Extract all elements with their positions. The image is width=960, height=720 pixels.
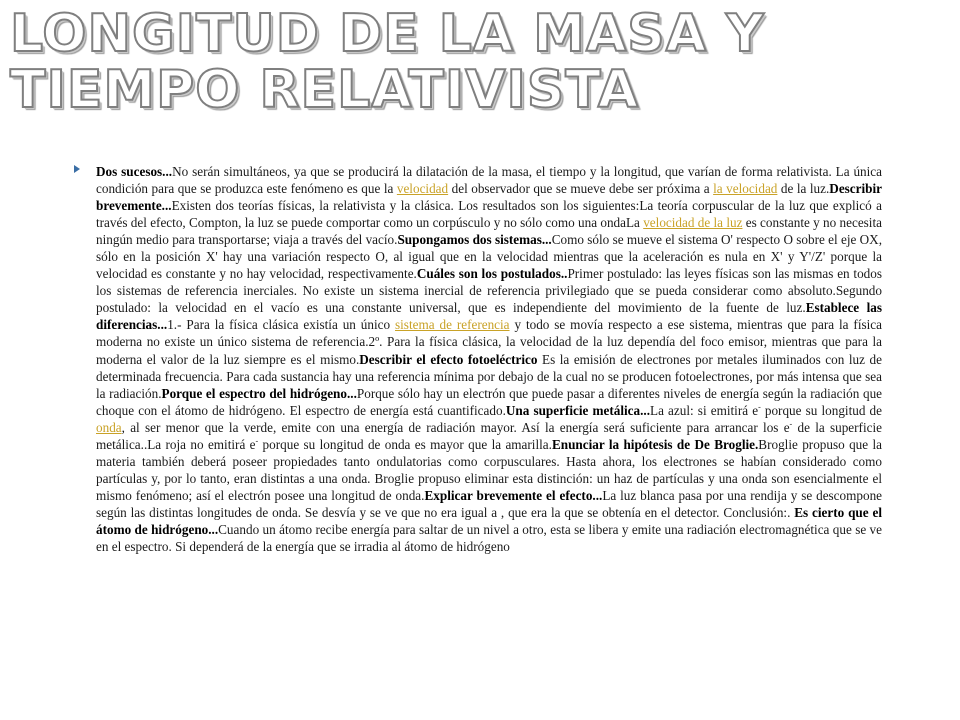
body-text: La azul: si emitirá e bbox=[650, 402, 759, 418]
body-text: Como sólo se mueve el sistema O' respecto O sobre el eje OX, sólo en la posición X' hay una variación respecto O, al igual que en la velocidad mientras que la aceleración es nula en X' y Y'/Z' porque la velocidad es constante y no hay velocidad, respectivamente. bbox=[96, 232, 882, 282]
body-text: porque su longitud de bbox=[760, 402, 882, 418]
body-text: porque su longitud de onda es mayor que la amarilla. bbox=[258, 436, 552, 452]
body-text: Es la emisión de electrones por metales iluminados con luz de determinada frecuencia. Para cada sustancia hay una referencia mínima por debajo de la cual no se producen fotoelectrones, por más intensa que sea la radiación. bbox=[96, 351, 882, 401]
superscript-minus: - bbox=[255, 436, 259, 446]
heading-supongamos: Supongamos dos sistemas... bbox=[397, 232, 552, 248]
heading-superficie-metalica: Una superficie metálica... bbox=[505, 402, 651, 418]
title-line-1: LONGITUD DE LA MASA Y bbox=[10, 4, 765, 64]
heading-explicar-efecto: Explicar brevemente el efecto... bbox=[424, 487, 603, 503]
superscript-minus: - bbox=[758, 402, 761, 412]
body-text: Cuando un átomo recibe energía para saltar de un nivel a otro, esta se libera y emite una radiación electromagnética que se ve en el espectro. Si dependerá de la energía que se irradia al átomo de hidrógeno bbox=[96, 521, 882, 555]
bullet-arrow-icon bbox=[74, 165, 80, 173]
body-paragraph bbox=[96, 163, 882, 555]
body-text: de la luz. bbox=[777, 181, 830, 197]
link-la-velocidad[interactable]: la velocidad bbox=[713, 181, 778, 197]
heading-de-broglie: Enunciar la hipótesis de De Broglie. bbox=[551, 436, 759, 452]
body-text: y todo se movía respecto a ese sistema, mientras que para la física moderna no existe un único sistema de referencia.2º. Para la física clásica, la velocidad de la luz dependía del foco emisor, mientras que para la moderna el valor de la luz siempre es el mismo. bbox=[96, 317, 882, 367]
body-text: es constante y no necesita ningún medio para transportarse; viaja a través del vacío. bbox=[96, 215, 882, 248]
body-text: de la superficie metálica..La roja no emitirá e bbox=[96, 419, 882, 452]
body-text: 1.- Para la física clásica existía un único bbox=[167, 317, 396, 333]
link-velocidad-de-la-luz[interactable]: velocidad de la luz bbox=[643, 215, 743, 231]
heading-describir-brevemente: Describir brevemente... bbox=[96, 181, 883, 214]
body-text: La luz blanca pasa por una rendija y se descompone según las distintas longitudes de onda. Se desvía y se ve que no era igual a , que era la que se obtenía en el detector. Conclusión:. bbox=[96, 487, 883, 520]
body-text: del observador que se mueve debe ser próxima a bbox=[448, 181, 714, 197]
heading-fotoelectrico: Describir el efecto fotoeléctrico bbox=[359, 351, 538, 367]
heading-es-cierto: Es cierto que el átomo de hidrógeno... bbox=[96, 504, 882, 537]
link-onda[interactable]: onda bbox=[96, 419, 122, 435]
body-text: , al ser menor que la verde, emite con una energía de radiación mayor. Así la energía será suficiente para arrancar los e bbox=[121, 419, 790, 435]
title-line-2: TIEMPO RELATIVISTA bbox=[10, 60, 639, 120]
slide-title bbox=[10, 6, 930, 118]
heading-espectro-hidrogeno: Porque el espectro del hidrógeno... bbox=[161, 385, 357, 401]
content-area bbox=[74, 163, 882, 555]
body-text: Porque sólo hay un electrón que puede pasar a diferentes niveles de energía según la radiación que choque con el átomo de hidrógeno. El espectro de energía está cuantificado. bbox=[96, 385, 883, 418]
heading-diferencias: Establece las diferencias... bbox=[96, 300, 882, 333]
body-text: Existen dos teorías físicas, la relativista y la clásica. Los resultados son los siguientes:La teoría corpuscular de la luz que explicó a través del efecto, Compton, la luz se puede comportar como un corpúsculo y no sólo como una ondaLa bbox=[96, 198, 882, 231]
heading-postulados: Cuáles son los postulados.. bbox=[416, 266, 568, 282]
body-text: No serán simultáneos, ya que se producirá la dilatación de la masa, el tiempo y la longitud, que varían de forma relativista. La única condición para que se produzca este fenómeno es que la bbox=[96, 164, 883, 197]
body-text: Broglie propuso que la materia también deberá poseer propiedades tanto ondulatorias como corpusculares. Hasta ahora, los electrones se habían considerado como partículas y, por lo tanto, eran distintas a una onda. Broglie propuso eliminar esta distinción: un haz de partículas y una onda son esencialmente el mismo fenómeno; así el electrón posee una longitud de onda. bbox=[96, 436, 882, 503]
link-sistema-de-referencia[interactable]: sistema de referencia bbox=[395, 317, 510, 333]
superscript-minus: - bbox=[789, 419, 793, 429]
body-text: Primer postulado: las leyes físicas son las mismas en todos los sistemas de referencia inerciales. No existe un sistema inercial de referencia privilegiado que se pueda considerar como absoluto.Segundo postulado: la velocidad en el vacío es una constante universal, que es independiente del movimiento de la fuente de luz. bbox=[96, 266, 882, 316]
heading-dos-sucesos: Dos sucesos... bbox=[96, 164, 173, 179]
link-velocidad[interactable]: velocidad bbox=[396, 181, 449, 197]
